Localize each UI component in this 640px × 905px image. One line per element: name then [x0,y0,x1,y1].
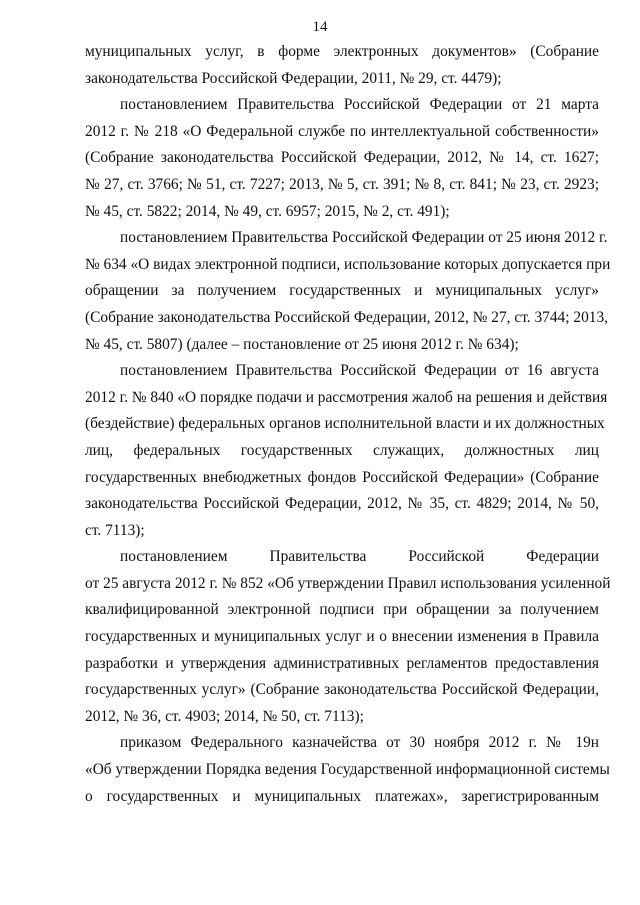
text-line: лиц, федеральных государственных служащих, должностных лиц [85,441,599,459]
paragraph [85,39,599,92]
page-number: 14 [312,19,328,35]
text-line: № 45, ст. 5822; 2014, № 49, ст. 6957; 2015, № 2, ст. 491); [85,202,450,220]
paragraph [85,92,599,225]
text-line: приказом Федерального казначейства от 30 ноября 2012 г. № 19н [120,734,599,752]
text-line: квалифицированной электронной подписи при обращении за получением [85,601,599,619]
text-line: ст. 7113); [85,521,145,539]
paragraph [85,544,611,730]
text-line: «Об утверждении Порядка ведения Государственной информационной системы [85,761,610,779]
text-line: 2012 г. № 218 «О Федеральной службе по интеллектуальной собственности» [85,122,599,140]
text-line: постановлением Правительства Российской Федерации [120,548,599,566]
text-line: муниципальных услуг, в форме электронных документов» (Собрание [85,43,599,60]
paragraph [85,225,611,358]
text-line: постановлением Правительства Российской Федерации от 16 августа [120,362,599,380]
text-line: законодательства Российской Федерации, 2011, № 29, ст. 4479); [85,69,502,87]
text-line: государственных и муниципальных услуг и о внесении изменения в Правила [85,628,599,646]
document-body [85,39,611,810]
text-line: о государственных и муниципальных платежах», зарегистрированным [85,787,599,805]
text-line: № 45, ст. 5807) (далее – постановление от 25 июня 2012 г. № 634); [85,335,519,353]
text-line: государственных услуг» (Собрание законодательства Российской Федерации, [85,681,599,699]
paragraph [85,358,608,544]
text-line: постановлением Правительства Российской Федерации от 21 марта [120,96,599,114]
text-line: 2012 г. № 840 «О порядке подачи и рассмотрения жалоб на решения и действия [85,388,608,406]
text-line: (Собрание законодательства Российской Федерации, 2012, № 27, ст. 3744; 2013, [85,308,609,326]
text-line: законодательства Российской Федерации, 2012, № 35, ст. 4829; 2014, № 50, [85,495,599,513]
text-line: разработки и утверждения административных регламентов предоставления [85,654,599,672]
text-line: № 27, ст. 3766; № 51, ст. 7227; 2013, № 5, ст. 391; № 8, ст. 841; № 23, ст. 2923; [85,175,599,193]
text-line: постановлением Правительства Российской Федерации от 25 июня 2012 г. [120,229,608,247]
text-line: от 25 августа 2012 г. № 852 «Об утверждении Правил использования усиленной [85,574,611,592]
paragraph [85,730,610,810]
text-line: (бездействие) федеральных органов исполнительной власти и их должностных [85,415,605,433]
text-line: (Собрание законодательства Российской Федерации, 2012, № 14, ст. 1627; [85,149,599,167]
text-line: государственных внебюджетных фондов Российской Федерации» (Собрание [85,468,599,486]
text-line: № 634 «О видах электронной подписи, использование которых допускается при [85,255,611,273]
text-line: обращении за получением государственных и муниципальных услуг» [85,282,599,300]
text-line: 2012, № 36, ст. 4903; 2014, № 50, ст. 7113); [85,707,364,725]
